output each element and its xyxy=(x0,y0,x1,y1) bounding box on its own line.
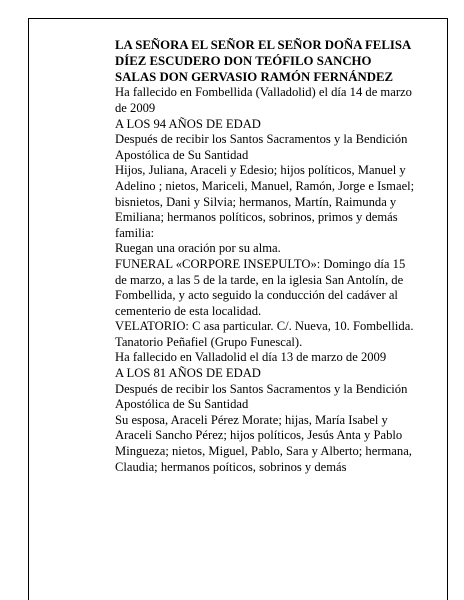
death-notice-1: Ha fallecido en Fombellida (Valladolid) el día 14 de marzo de 2009 xyxy=(115,85,412,115)
age-line-2: A LOS 81 AÑOS DE EDAD xyxy=(115,366,261,381)
sacraments-line-2: Después de recibir los Santos Sacramentos y la Bendición Apostólica de Su Santidad xyxy=(115,381,408,412)
death-notice-2: Ha fallecido en Valladolid el día 13 de marzo de 2009 xyxy=(115,350,387,365)
prayer-request: Ruegan una oración por su alma. xyxy=(115,241,281,256)
family-list-1: Hijos, Juliana, Araceli y Edesio; hijos políticos, Manuel y Adelino ; nietos, Mariceli, Manuel, Ramón, Jorge e Ismael; bisnietos, Dani y Silvia; hermanos, Martín, Raimunda y Emiliana; hermanos políticos, sobrinos, primos y demás familia: xyxy=(115,163,415,240)
wake-details: VELATORIO: C asa particular. C/. Nueva, 10. Fombellida. xyxy=(115,319,414,334)
funeral-home: Tanatorio Peñafiel (Grupo Funescal). xyxy=(115,334,303,349)
obituary-text-column xyxy=(115,38,415,475)
sacraments-line-1: Después de recibir los Santos Sacramentos y la Bendición Apostólica de Su Santidad xyxy=(115,132,408,162)
obituary-title: LA SEÑORA EL SEÑOR EL SEÑOR DOÑA FELISA DÍEZ ESCUDERO DON TEÓFILO SANCHO SALAS DON GERVASIO RAMÓN FERNÁNDEZ xyxy=(115,38,411,84)
funeral-details: FUNERAL «CORPORE INSEPULTO»: Domingo día 15 de marzo, a las 5 de la tarde, en la iglesia San Antolín, de Fombellida, y acto seguido la conducción del cadáver al cementerio de esta localidad. xyxy=(115,256,406,318)
family-list-2: Su esposa, Araceli Pérez Morate; hijas, María Isabel y Araceli Sancho Pérez; hijos políticos, Jesús Anta y Pablo Mingueza; nietos, Miguel, Pablo, Sara y Alberto; hermana, Claudia; hermanos poíticos, sobrinos y demás xyxy=(115,412,412,474)
age-line-1: A LOS 94 AÑOS DE EDAD xyxy=(115,116,261,131)
